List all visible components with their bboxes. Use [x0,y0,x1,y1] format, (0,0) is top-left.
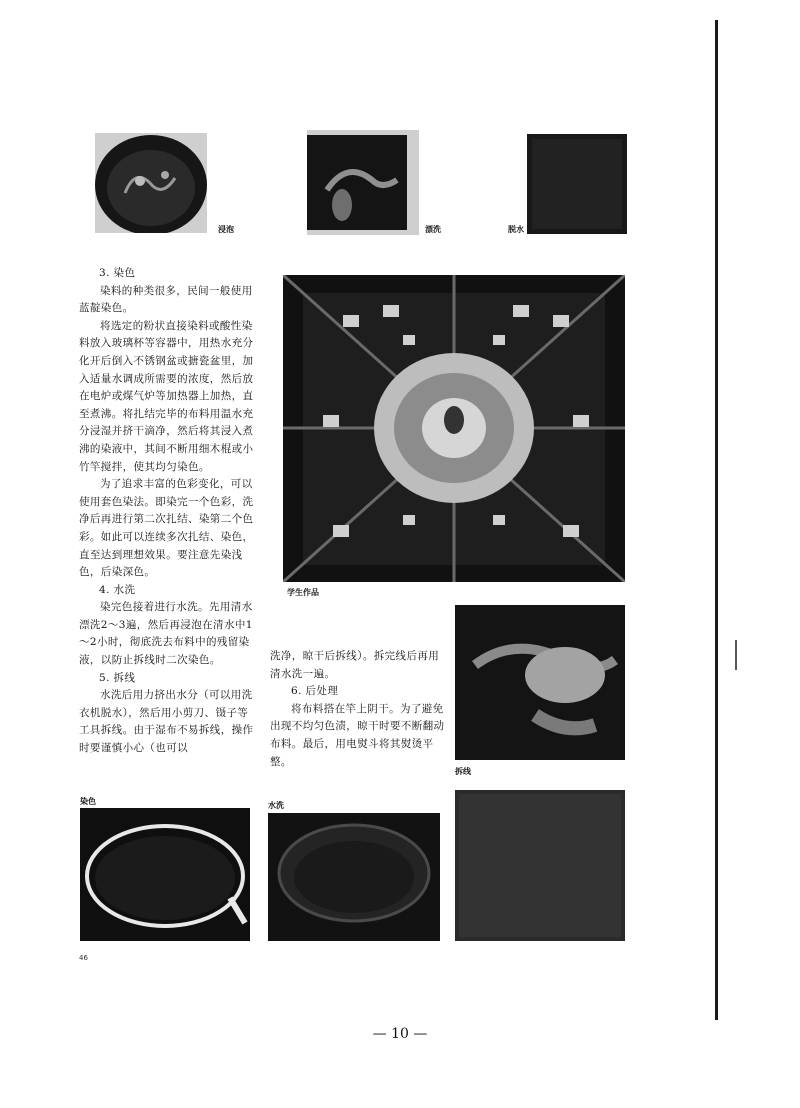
middle-text-column [270,648,448,771]
caption-student-work: 学生作品 [287,588,319,597]
photo-untying [455,605,625,760]
photo-dyeing [80,808,250,941]
heading-untie: 5. 拆线 [99,671,136,684]
paragraph: 染料的种类很多，民间一般使用蓝靛染色。 [79,284,253,315]
paragraph: 将选定的粉状直接染料或酸性染料放入玻璃杯等容器中，用热水充分化开后倒入不锈钢盆或搪瓷盆里，加入适量水调成所需要的浓度，然后放在电炉或煤气炉等加热器上加热，直至煮沸。将扎结完毕的布料用温水充分浸湿并挤干滴净，然后将其浸入煮沸的染液中，其间不断用细木棍或小竹竿搅拌，使其均匀染色。 [79,319,254,473]
caption-untie: 拆线 [455,767,471,776]
photo-student-work [283,275,625,582]
caption-soak: 浸泡 [218,225,234,234]
photo-rinsing [307,130,419,235]
paragraph: 将布料搭在竿上阴干。为了避免出现不均匀色渍，晾干时要不断翻动布料。最后，用电熨斗将其熨烫平整。 [270,702,445,768]
page-edge-rule [715,20,718,1020]
photo-washing [268,813,440,941]
edge-mark [735,640,737,670]
caption-washing: 水洗 [268,801,284,810]
caption-dyeing: 染色 [80,797,96,806]
heading-dyeing: 3. 染色 [99,267,136,279]
left-text-column [79,265,257,758]
paragraph: 为了追求丰富的色彩变化，可以使用套色染法。即染完一个色彩，洗净后再进行第二次扎结、染第二个色彩。如此可以连续多次扎结、染色，直至达到理想效果。要注意先染浅色，后染深色。 [79,478,254,579]
caption-rinse: 漂洗 [425,225,441,234]
heading-washing: 4. 水洗 [99,583,136,596]
photo-finished-fabric [455,790,625,941]
heading-post-processing: 6. 后处理 [291,685,339,698]
paragraph: 水洗后用力挤出水分（可以用洗衣机脱水），然后用小剪刀、镊子等工具拆线。由于湿布不易拆线，操作时要谨慎小心（也可以 [79,689,254,755]
caption-dewater: 脱水 [508,225,524,234]
photo-dewatering [527,134,627,234]
edge-page-number: 46 [79,954,88,962]
paragraph: 洗净，晾干后拆线）。拆完线后再用清水洗一遍。 [270,650,440,680]
photo-soaking [95,133,207,233]
paragraph: 染完色接着进行水洗。先用清水漂洗2～3遍，然后再浸泡在清水中1～2小时，彻底洗去布料中的残留染液，以防止拆线时二次染色。 [79,601,253,667]
page-number: — 10 — [372,1026,428,1042]
